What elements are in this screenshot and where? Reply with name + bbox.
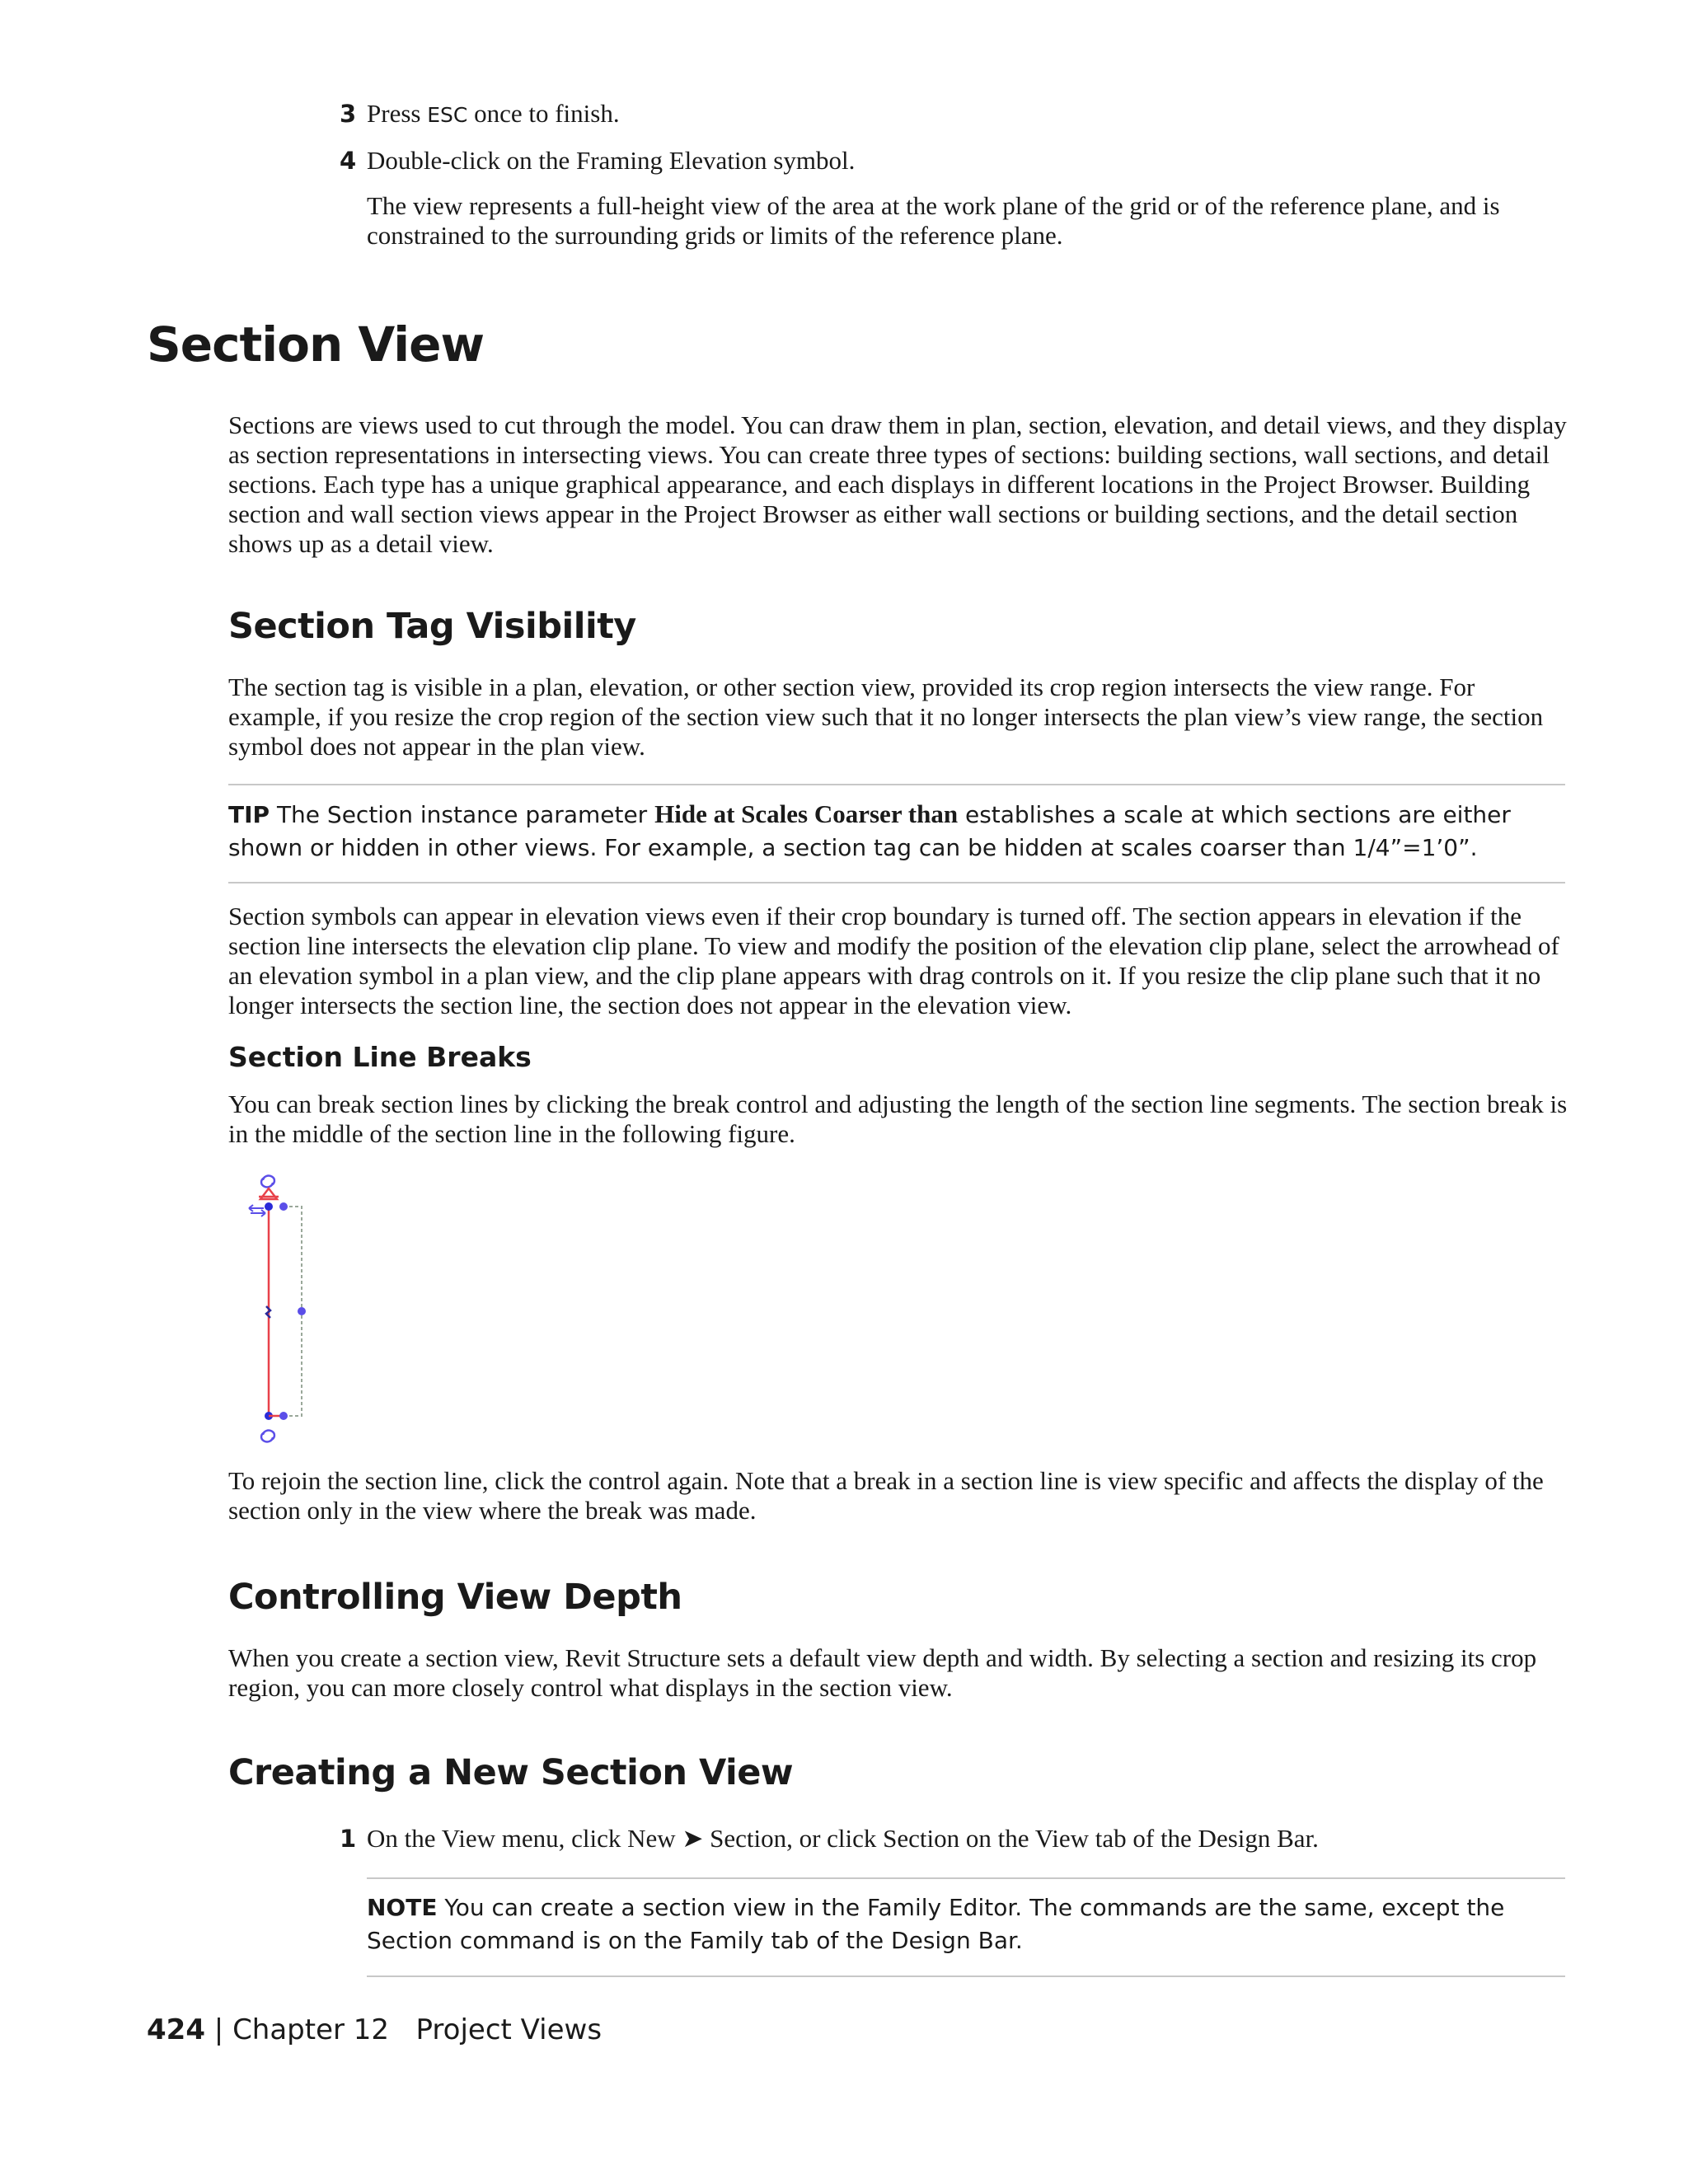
tip-pre: The Section instance parameter xyxy=(276,801,648,828)
crop-handle-bottom[interactable] xyxy=(279,1412,288,1420)
page-footer xyxy=(147,2013,602,2047)
step-1-number: 1 xyxy=(340,1825,357,1853)
tip-top-rule xyxy=(228,784,1565,785)
tip-box xyxy=(228,798,1572,865)
flip-control-top-icon[interactable] xyxy=(261,1176,274,1188)
tag-visibility-paragraph: The section tag is visible in a plan, elevation, or other section view, provided its crop region intersects the view range. For example, if you resize the crop region of the section view such that it no longer intersects the plan view’s view range, the section symbol does not appear in the plan view. xyxy=(228,673,1544,761)
footer-chapter: Chapter 12 xyxy=(232,2013,390,2046)
tip-post: establishes a scale at which sections are either shown or hidden in other views. For example, a section tag can be hidden at scales coarser than 1/4”=1’0”. xyxy=(228,801,1511,861)
note-top-rule xyxy=(367,1877,1565,1879)
heading-section-tag-visibility: Section Tag Visibility xyxy=(228,606,636,647)
step-3-pre: Press xyxy=(367,99,428,128)
elevation-clip-paragraph: Section symbols can appear in elevation views even if their crop boundary is turned off. The section appears in elevation if the section line intersects the elevation clip plane. To view and modify the position of the elevation clip plane, select the arrowhead of an elevation symbol in a plan view, and the clip plane appears with drag controls on it. If you resize the clip plane such that it no longer intersects the section line, the section does not appear in the elevation view. xyxy=(228,902,1559,1019)
line-end-top[interactable] xyxy=(265,1202,273,1211)
step-3-number: 3 xyxy=(340,100,357,128)
crop-handle-middle[interactable] xyxy=(298,1307,306,1315)
step-1-text: On the View menu, click New ➤ Section, or click Section on the View tab of the Design Bar. xyxy=(367,1824,1319,1853)
step-4-description: The view represents a full-height view of the area at the work plane of the grid or of the reference plane, and is constrained to the surrounding grids or limits of the reference plane. xyxy=(367,191,1500,250)
note-box xyxy=(367,1891,1570,1957)
line-breaks-paragraph: You can break section lines by clicking the break control and adjusting the length of the section line segments. The section break is in the middle of the section line in the following figure. xyxy=(228,1090,1568,1148)
note-label: NOTE xyxy=(367,1894,438,1921)
note-bottom-rule xyxy=(367,1975,1565,1977)
heading-controlling-view-depth: Controlling View Depth xyxy=(228,1577,682,1618)
step-4-text: Double-click on the Framing Elevation symbol. xyxy=(367,146,856,175)
flip-control-bottom-icon[interactable] xyxy=(261,1431,274,1442)
section-view-intro: Sections are views used to cut through the model. You can draw them in plan, section, elevation, and detail views, and they display as section representations in intersecting views. You can create three types of sections: building sections, wall sections, and detail sections. Each type has a unique graphical appearance, and each displays in different locations in the Project Browser. Building section and wall section views appear in the Project Browser as either wall sections or building sections, and the detail section shows up as a detail view. xyxy=(228,410,1567,558)
step-4-number: 4 xyxy=(340,147,357,175)
tip-command: Hide at Scales Coarser than xyxy=(654,799,959,828)
rejoin-paragraph: To rejoin the section line, click the control again. Note that a break in a section line is view specific and affects the display of the section only in the view where the break was made. xyxy=(228,1466,1544,1525)
page-number: 424 xyxy=(147,2013,205,2046)
tip-label: TIP xyxy=(228,801,270,828)
page-title-section-view: Section View xyxy=(147,316,485,373)
esc-key: ESC xyxy=(427,103,468,127)
note-text: You can create a section view in the Family Editor. The commands are the same, except the Section command is on the Family tab of the Design Bar. xyxy=(367,1894,1505,1954)
cycle-head-control-icon[interactable] xyxy=(249,1205,265,1216)
tip-bottom-rule xyxy=(228,882,1565,883)
step-3-post: once to finish. xyxy=(467,99,620,128)
section-line-break-figure xyxy=(239,1170,313,1451)
crop-handle-top[interactable] xyxy=(279,1202,288,1211)
view-depth-paragraph: When you create a section view, Revit Structure sets a default view depth and width. By selecting a section and resizing its crop region, you can more closely control what displays in the section view. xyxy=(228,1643,1537,1702)
footer-separator: | xyxy=(204,2013,233,2046)
step-3-text xyxy=(367,99,620,130)
footer-chapter-title: Project Views xyxy=(415,2013,603,2046)
heading-section-line-breaks: Section Line Breaks xyxy=(228,1041,532,1073)
heading-creating-new-section-view: Creating a New Section View xyxy=(228,1752,794,1793)
